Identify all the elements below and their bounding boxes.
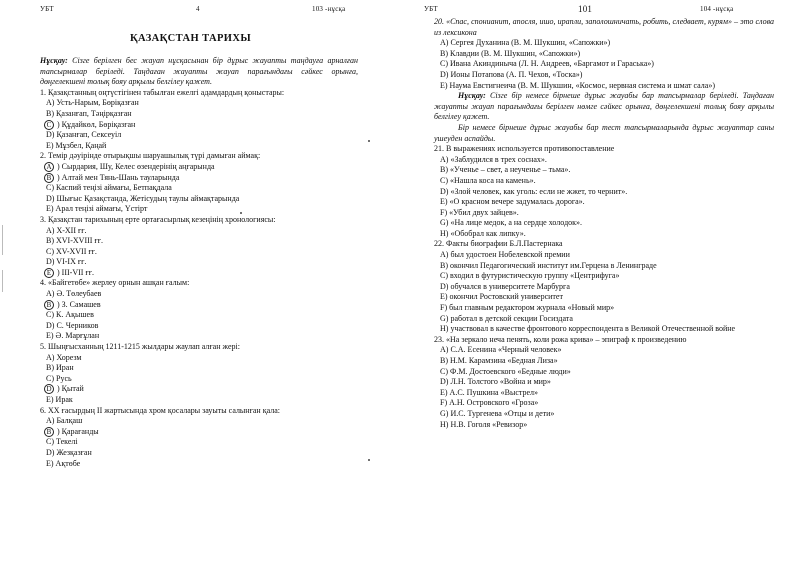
question-20-text: 20. «Спас, спонианит, апосля, ишо, ирапли, заполошничать, робить, следвает, курям» – это слова из лексикона bbox=[434, 17, 774, 37]
instruction-label: Нұсқау: bbox=[40, 56, 68, 65]
answer-option: С) XV-XVII ғғ. bbox=[46, 246, 97, 256]
answer-option-text: ) Қарағанды bbox=[57, 426, 99, 436]
answer-option: С) К. Ақышев bbox=[46, 310, 94, 320]
answer-option bbox=[40, 173, 358, 184]
answer-option: В) Қазанғап, Тәңірқазған bbox=[46, 108, 132, 118]
answer-option: D) Жезқазған bbox=[46, 447, 92, 457]
answer-option: H) «Обобрал как липку». bbox=[440, 228, 526, 238]
answer-option: Е) окончил Ростовский университет bbox=[440, 292, 563, 302]
handwritten-circle-mark: В bbox=[44, 300, 54, 310]
answer-option: А) был удостоен Нобелевской премии bbox=[440, 250, 570, 260]
instruction-note: Бір немесе бірнеше дұрыс жауабы бар тест тапсырмаларында дұрыс жауаптар саны ушеуден аспайды. bbox=[434, 122, 774, 143]
right-questions bbox=[434, 144, 774, 430]
answer-option-text: ) Алтай мен Тянь-Шань тауларында bbox=[57, 172, 180, 182]
answer-option bbox=[40, 300, 358, 311]
answer-option bbox=[40, 162, 358, 173]
answer-option: С) Ф.М. Достоевского «Бедные люди» bbox=[440, 366, 571, 376]
right-question-text: 22. Факты биографии Б.Л.Пастернака bbox=[434, 239, 563, 249]
instruction-text: Сізге бір немесе бірнеше дұрыс жауабы бар тапсырмалар беріледі. Таңдаған жауапты жауап парағындағы берілген нөмге сәйкес орынға, дөңгелекшені толық бояу арқылы белгілеу қажет. bbox=[434, 91, 774, 122]
answer-option: F) А.Н. Островского «Гроза» bbox=[440, 398, 539, 408]
answer-option: Е) Мұзбел, Қаңай bbox=[46, 140, 107, 150]
answer-option-text: ) Құдайкөл, Бөріқазған bbox=[57, 119, 136, 129]
left-question-text: 2. Темір дәуірінде отырықшы шаруашылық түрі дамыған аймақ: bbox=[40, 151, 261, 161]
left-question-text: 4. «Байгетөбе» жерлеу орнын ашқан ғалым: bbox=[40, 278, 190, 288]
answer-option: С) Русь bbox=[46, 373, 72, 383]
answer-option: Е) «О красном вечере задумалась дорога». bbox=[440, 197, 585, 207]
scan-dot bbox=[240, 212, 242, 214]
instruction-label: Нұсқау: bbox=[458, 91, 486, 101]
answer-option bbox=[40, 427, 358, 438]
right-page bbox=[400, 0, 800, 565]
answer-option: G) И.С. Тургенева «Отцы и дети» bbox=[440, 408, 555, 418]
answer-option bbox=[40, 384, 358, 395]
left-question-text: 6. XX ғасырдың II жартысында хром қосалары зауыты салынған қала: bbox=[40, 405, 280, 415]
right-content bbox=[434, 17, 774, 430]
answer-option: С) Ивана Акиндиныча (Л. Н. Андреев, «Баргамот и Гараська») bbox=[440, 59, 654, 69]
answer-option: D) С. Черников bbox=[46, 320, 99, 330]
answer-option: А) «Заблудился в трех соснах». bbox=[440, 154, 547, 164]
answer-option: Е) Наума Евстигнеича (В. М. Шукшин, «Космос, нервная система и шмат сала») bbox=[440, 80, 716, 90]
right-question-text: 21. В выражениях используется противопоставление bbox=[434, 144, 615, 154]
answer-option: С) входил в футуристическую группу «Центрифуга» bbox=[440, 271, 620, 281]
answer-option: D) «Злой человек, как уголь: если не жжет, то чернит». bbox=[440, 186, 628, 196]
answer-option: В) Иран bbox=[46, 363, 74, 373]
answer-option: А) Усть-Нарым, Бөріқазған bbox=[46, 98, 139, 108]
left-questions bbox=[40, 88, 358, 469]
right-variant-label: 104 -нұсқа bbox=[700, 5, 734, 13]
answer-option: D) обучался в университете Марбурга bbox=[440, 281, 570, 291]
question-20-options bbox=[434, 38, 774, 91]
answer-option: F) был главным редактором журнала «Новый мир» bbox=[440, 303, 615, 313]
left-header-exam: УБТ bbox=[40, 5, 54, 13]
answer-option: Е) Ирак bbox=[46, 395, 73, 404]
answer-option: А) Ә. Төлеубаев bbox=[46, 289, 102, 299]
answer-option bbox=[40, 268, 358, 279]
answer-option: В) окончил Педагогический институт им.Герцена в Ленинграде bbox=[440, 260, 657, 270]
answer-option: Е) Ақтөбе bbox=[46, 458, 81, 468]
answer-option-text: ) Қытай bbox=[57, 384, 84, 394]
handwritten-circle-mark: А bbox=[44, 162, 54, 172]
left-question-text: 3. Қазақстан тарихының ерте ортағасырлық кезеңінің хронологиясы: bbox=[40, 214, 276, 224]
right-page-number: 101 bbox=[578, 4, 593, 14]
instruction-block bbox=[434, 91, 774, 123]
answer-option: H) участвовал в качестве фронтового корреспондента в Великой Отечественной войне bbox=[440, 324, 736, 334]
answer-option: В) Н.М. Карамзина «Бедная Лиза» bbox=[440, 356, 558, 365]
answer-option bbox=[40, 120, 358, 131]
scan-edge-mark bbox=[2, 270, 3, 292]
answer-option: D) Шығыс Қазақстанда, Жетісудың таулы аймақтарында bbox=[46, 193, 240, 203]
answer-option: А) Хорезм bbox=[46, 352, 82, 362]
answer-option: D) VI-IX ғғ. bbox=[46, 257, 87, 267]
left-question-text: 5. Шыңғысханның 1211-1215 жылдары жаулап алған жері: bbox=[40, 342, 240, 352]
handwritten-circle-mark: С bbox=[44, 120, 54, 130]
answer-option: С) «Нашла коса на камень». bbox=[440, 175, 536, 185]
right-question-text: 23. «На зеркало неча пенять, коли рожа крива» – эпиграф к произведению bbox=[434, 334, 687, 344]
answer-option: В) Клавдии (В. М. Шукшин, «Сапожки») bbox=[440, 48, 581, 58]
answer-option: В) «Ученье – свет, а неученье – тьма». bbox=[440, 165, 571, 175]
answer-option: В) XVI-XVIII ғғ. bbox=[46, 236, 103, 246]
answer-option: А) С.А. Есенина «Черный человек» bbox=[440, 345, 562, 355]
right-header-exam: УБТ bbox=[424, 5, 438, 13]
handwritten-circle-mark: В bbox=[44, 173, 54, 183]
scan-edge-mark bbox=[2, 225, 3, 255]
answer-option: D) Л.Н. Толстого «Война и мир» bbox=[440, 377, 551, 387]
answer-option: Е) Арал теңізі аймағы, Үстірт bbox=[46, 204, 148, 214]
answer-option: G) «На лице медок, а на сердце холодок». bbox=[440, 218, 583, 228]
answer-option: А) Балқаш bbox=[46, 416, 83, 426]
answer-option: D) Ионы Потапова (А. П. Чехов, «Тоска») bbox=[440, 69, 583, 79]
answer-option: Е) Ә. Марғұлан bbox=[46, 331, 100, 341]
answer-option: G) работал в детской секции Госиздата bbox=[440, 313, 573, 323]
page-title: ҚАЗАҚСТАН ТАРИХЫ bbox=[130, 33, 252, 44]
left-content bbox=[40, 56, 358, 469]
answer-option-text: ) Сырдария, Шу, Келес өзендерінің аңғарында bbox=[57, 161, 215, 171]
instruction-block bbox=[40, 56, 358, 88]
answer-option-text: ) З. Самашев bbox=[57, 299, 101, 309]
instruction-text: Сізге берілген бес жауап нұсқасынан бір дұрыс жауапты таңдауға арналған тапсырмалар беріледі. Таңдаған жауапты жауап парағындағы сәйкес орынға, дөңгелекшені толық бояу арқылы белгілеу қажет. bbox=[40, 56, 358, 87]
answer-option: С) Текелі bbox=[46, 437, 78, 447]
answer-option: А) X-XII ғғ. bbox=[46, 225, 87, 235]
handwritten-circle-mark: D bbox=[44, 384, 54, 394]
scan-dot bbox=[368, 459, 370, 461]
left-variant-label: 103 -нұсқа bbox=[312, 5, 346, 13]
handwritten-circle-mark: Е bbox=[44, 268, 54, 278]
handwritten-circle-mark: В bbox=[44, 427, 54, 437]
answer-option: H) Н.В. Гоголя «Ревизор» bbox=[440, 419, 528, 429]
answer-option: Е) А.С. Пушкина «Выстрел» bbox=[440, 387, 538, 397]
scan-dot bbox=[368, 140, 370, 142]
answer-option: С) Каспий теңізі аймағы, Бетпақдала bbox=[46, 183, 172, 193]
answer-option: А) Сергея Духанина (В. М. Шукшин, «Сапожки») bbox=[440, 38, 611, 48]
left-page-number: 4 bbox=[196, 5, 200, 13]
answer-option: D) Қазанғап, Сексеуіл bbox=[46, 130, 122, 140]
left-question-text: 1. Қазақстанның оңтүстігінен табылған ежелгі адамдардың қоныстары: bbox=[40, 87, 285, 97]
answer-option-text: ) III-VII ғғ. bbox=[57, 267, 94, 277]
answer-option: F) «Убил двух зайцев». bbox=[440, 207, 519, 217]
